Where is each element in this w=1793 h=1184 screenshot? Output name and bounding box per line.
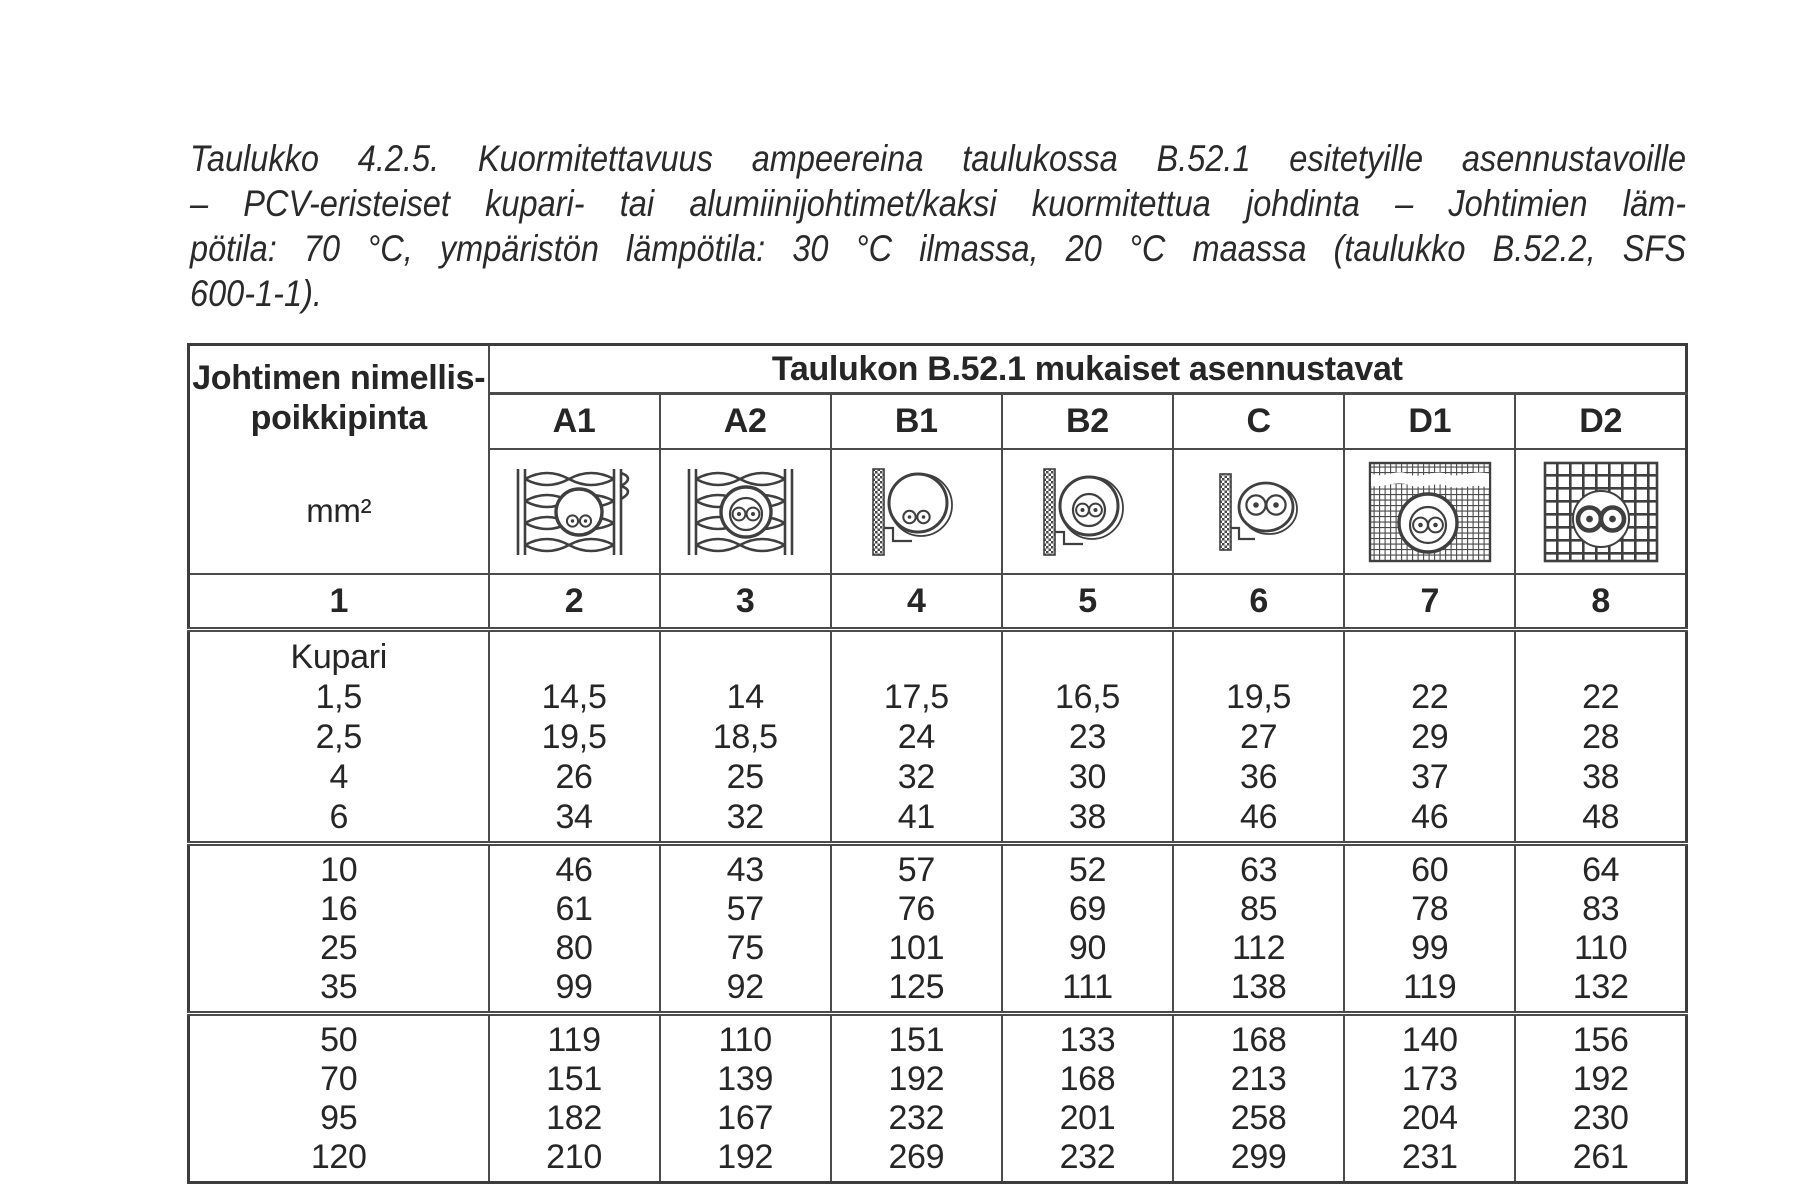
buried-cable-icon xyxy=(1543,461,1659,563)
table-cell: 80 xyxy=(489,929,660,968)
table-cell: 25 xyxy=(660,757,831,797)
method-header-a2: A2 xyxy=(660,394,831,450)
table-cell: 99 xyxy=(489,968,660,1014)
table-cell: 48 xyxy=(1515,797,1686,844)
table-cell: 16 xyxy=(189,890,489,929)
corner-header-line: poikkipinta xyxy=(250,398,427,437)
pictogram-cell xyxy=(1173,449,1344,574)
table-cell: 46 xyxy=(1344,797,1515,844)
table-cell: 151 xyxy=(489,1060,660,1099)
table-cell xyxy=(1515,630,1686,678)
table-row xyxy=(189,757,1687,797)
table-cell: 22 xyxy=(1344,677,1515,717)
table-cell: 101 xyxy=(831,929,1002,968)
table-cell: 19,5 xyxy=(1173,677,1344,717)
table-cell: 95 xyxy=(189,1099,489,1138)
method-header-b2: B2 xyxy=(1002,394,1173,450)
table-cell: 168 xyxy=(1173,1014,1344,1061)
table-cell: 112 xyxy=(1173,929,1344,968)
table-cell: 110 xyxy=(1515,929,1686,968)
column-number-cell: 6 xyxy=(1173,574,1344,630)
table-cell: 38 xyxy=(1515,757,1686,797)
table-cell: 52 xyxy=(1002,844,1173,891)
method-header-c: C xyxy=(1173,394,1344,450)
table-cell: 37 xyxy=(1344,757,1515,797)
table-cell: 232 xyxy=(1002,1138,1173,1183)
table-cell: 46 xyxy=(1173,797,1344,844)
table-cell: 230 xyxy=(1515,1099,1686,1138)
table-cell: 19,5 xyxy=(489,717,660,757)
table-row xyxy=(189,677,1687,717)
cable-in-conduit-on-wall-icon xyxy=(1041,466,1133,558)
data-block xyxy=(189,630,1687,844)
table-row xyxy=(189,1014,1687,1061)
table-cell: 69 xyxy=(1002,890,1173,929)
table-cell: 299 xyxy=(1173,1138,1344,1183)
header-group-row xyxy=(189,345,1687,394)
table-cell: 34 xyxy=(489,797,660,844)
table-cell: 27 xyxy=(1173,717,1344,757)
table-cell: 119 xyxy=(489,1014,660,1061)
table-cell xyxy=(1344,630,1515,678)
table-cell xyxy=(1173,630,1344,678)
column-number-cell: 8 xyxy=(1515,574,1686,630)
table-cell: 24 xyxy=(831,717,1002,757)
cable-on-wall-icon xyxy=(1217,468,1301,556)
table-cell: 139 xyxy=(660,1060,831,1099)
table-cell: 36 xyxy=(1173,757,1344,797)
table-cell: 29 xyxy=(1344,717,1515,757)
table-cell: 231 xyxy=(1344,1138,1515,1183)
unit-cell: mm² xyxy=(189,449,489,574)
caption-line: pötila: 70 °C, ympäristön lämpötila: 30 °C ilmassa, 20 °C maassa (taulukko B.52.2, SFS xyxy=(190,228,1687,269)
pictogram-cell xyxy=(1344,449,1515,574)
column-number-cell: 4 xyxy=(831,574,1002,630)
table-cell: 75 xyxy=(660,929,831,968)
caption-line: 600-1-1). xyxy=(190,273,322,314)
method-header-d1: D1 xyxy=(1344,394,1515,450)
column-number-row xyxy=(189,574,1687,630)
table-cell xyxy=(1002,630,1173,678)
table-cell: 43 xyxy=(660,844,831,891)
table-cell: 18,5 xyxy=(660,717,831,757)
table-cell: 41 xyxy=(831,797,1002,844)
table-row xyxy=(189,797,1687,844)
table-cell: 35 xyxy=(189,968,489,1014)
table-cell: 6 xyxy=(189,797,489,844)
table-cell: 182 xyxy=(489,1099,660,1138)
table-row xyxy=(189,1060,1687,1099)
caption-line: Taulukko 4.2.5. Kuormitettavuus ampeereina taulukossa B.52.1 esitetyille asennustavoille xyxy=(190,138,1687,179)
pictogram-cell xyxy=(660,449,831,574)
table-cell: 156 xyxy=(1515,1014,1686,1061)
conduit-in-insulated-wall-icon xyxy=(513,466,635,558)
table-cell: 14 xyxy=(660,677,831,717)
pictogram-cell xyxy=(1515,449,1686,574)
table-cell: 232 xyxy=(831,1099,1002,1138)
table-cell: 17,5 xyxy=(831,677,1002,717)
table-row xyxy=(189,1099,1687,1138)
table-row xyxy=(189,968,1687,1014)
column-number-cell: 7 xyxy=(1344,574,1515,630)
data-block xyxy=(189,1014,1687,1183)
table-cell: 83 xyxy=(1515,890,1686,929)
table-row xyxy=(189,717,1687,757)
pictogram-cell xyxy=(489,449,660,574)
table-cell: 2,5 xyxy=(189,717,489,757)
cable-in-buried-conduit-icon xyxy=(1368,461,1492,563)
material-label-row xyxy=(189,630,1687,678)
cable-in-conduit-in-insulated-wall-icon xyxy=(684,466,806,558)
table-cell: 23 xyxy=(1002,717,1173,757)
table-cell: 22 xyxy=(1515,677,1686,717)
table-cell: 269 xyxy=(831,1138,1002,1183)
column-number-cell: 2 xyxy=(489,574,660,630)
table-cell: 25 xyxy=(189,929,489,968)
table-cell xyxy=(831,630,1002,678)
table-cell: 151 xyxy=(831,1014,1002,1061)
table-cell: 28 xyxy=(1515,717,1686,757)
table-caption xyxy=(190,136,1686,316)
table-cell: 61 xyxy=(489,890,660,929)
data-block xyxy=(189,844,1687,1014)
table-cell: 92 xyxy=(660,968,831,1014)
table-cell: 1,5 xyxy=(189,677,489,717)
corner-header-line: Johtimen nimellis- xyxy=(192,358,486,397)
table-cell: 258 xyxy=(1173,1099,1344,1138)
table-cell: 192 xyxy=(831,1060,1002,1099)
ampacity-table xyxy=(187,343,1688,1184)
table-cell: 10 xyxy=(189,844,489,891)
table-cell: 120 xyxy=(189,1138,489,1183)
table-cell: 168 xyxy=(1002,1060,1173,1099)
table-cell: 26 xyxy=(489,757,660,797)
method-header-a1: A1 xyxy=(489,394,660,450)
table-cell: 46 xyxy=(489,844,660,891)
table-cell: 192 xyxy=(1515,1060,1686,1099)
column-number-cell: 3 xyxy=(660,574,831,630)
table-cell xyxy=(489,630,660,678)
table-cell: 4 xyxy=(189,757,489,797)
table-row xyxy=(189,1138,1687,1183)
table-cell: 32 xyxy=(831,757,1002,797)
table-cell: 201 xyxy=(1002,1099,1173,1138)
table-cell: 50 xyxy=(189,1014,489,1061)
column-number-cell: 5 xyxy=(1002,574,1173,630)
table-cell: 99 xyxy=(1344,929,1515,968)
table-cell: 57 xyxy=(660,890,831,929)
pictogram-cell xyxy=(831,449,1002,574)
table-cell: 90 xyxy=(1002,929,1173,968)
table-cell: 60 xyxy=(1344,844,1515,891)
table-cell: 132 xyxy=(1515,968,1686,1014)
table-cell: 64 xyxy=(1515,844,1686,891)
conduit-on-wall-icon xyxy=(870,466,962,558)
table-cell: 78 xyxy=(1344,890,1515,929)
table-cell xyxy=(660,630,831,678)
table-cell: 85 xyxy=(1173,890,1344,929)
table-cell: 76 xyxy=(831,890,1002,929)
table-cell: 38 xyxy=(1002,797,1173,844)
table-cell: 63 xyxy=(1173,844,1344,891)
table-row xyxy=(189,929,1687,968)
table-cell: 16,5 xyxy=(1002,677,1173,717)
table-cell: 70 xyxy=(189,1060,489,1099)
table-cell: 173 xyxy=(1344,1060,1515,1099)
table-cell: 111 xyxy=(1002,968,1173,1014)
table-row xyxy=(189,890,1687,929)
table-cell: 14,5 xyxy=(489,677,660,717)
table-cell: 213 xyxy=(1173,1060,1344,1099)
pictogram-row xyxy=(189,449,1687,574)
table-cell: 192 xyxy=(660,1138,831,1183)
column-number-cell: 1 xyxy=(189,574,489,630)
table-cell: 125 xyxy=(831,968,1002,1014)
table-row xyxy=(189,844,1687,891)
table-cell: 140 xyxy=(1344,1014,1515,1061)
pictogram-cell xyxy=(1002,449,1173,574)
table-cell: 210 xyxy=(489,1138,660,1183)
material-label-cell: Kupari xyxy=(189,630,489,678)
corner-header xyxy=(189,345,489,450)
table-header xyxy=(189,345,1687,630)
method-header-d2: D2 xyxy=(1515,394,1686,450)
table-cell: 204 xyxy=(1344,1099,1515,1138)
table-cell: 57 xyxy=(831,844,1002,891)
table-cell: 119 xyxy=(1344,968,1515,1014)
span-header: Taulukon B.52.1 mukaiset asennustavat xyxy=(489,345,1687,394)
table-cell: 133 xyxy=(1002,1014,1173,1061)
table-cell: 167 xyxy=(660,1099,831,1138)
table-cell: 30 xyxy=(1002,757,1173,797)
table-cell: 261 xyxy=(1515,1138,1686,1183)
table-cell: 32 xyxy=(660,797,831,844)
table-cell: 138 xyxy=(1173,968,1344,1014)
table-cell: 110 xyxy=(660,1014,831,1061)
caption-line: – PCV-eristeiset kupari- tai alumiinijohtimet/kaksi kuormitettua johdinta – Johtimien läm- xyxy=(190,183,1687,224)
method-header-b1: B1 xyxy=(831,394,1002,450)
